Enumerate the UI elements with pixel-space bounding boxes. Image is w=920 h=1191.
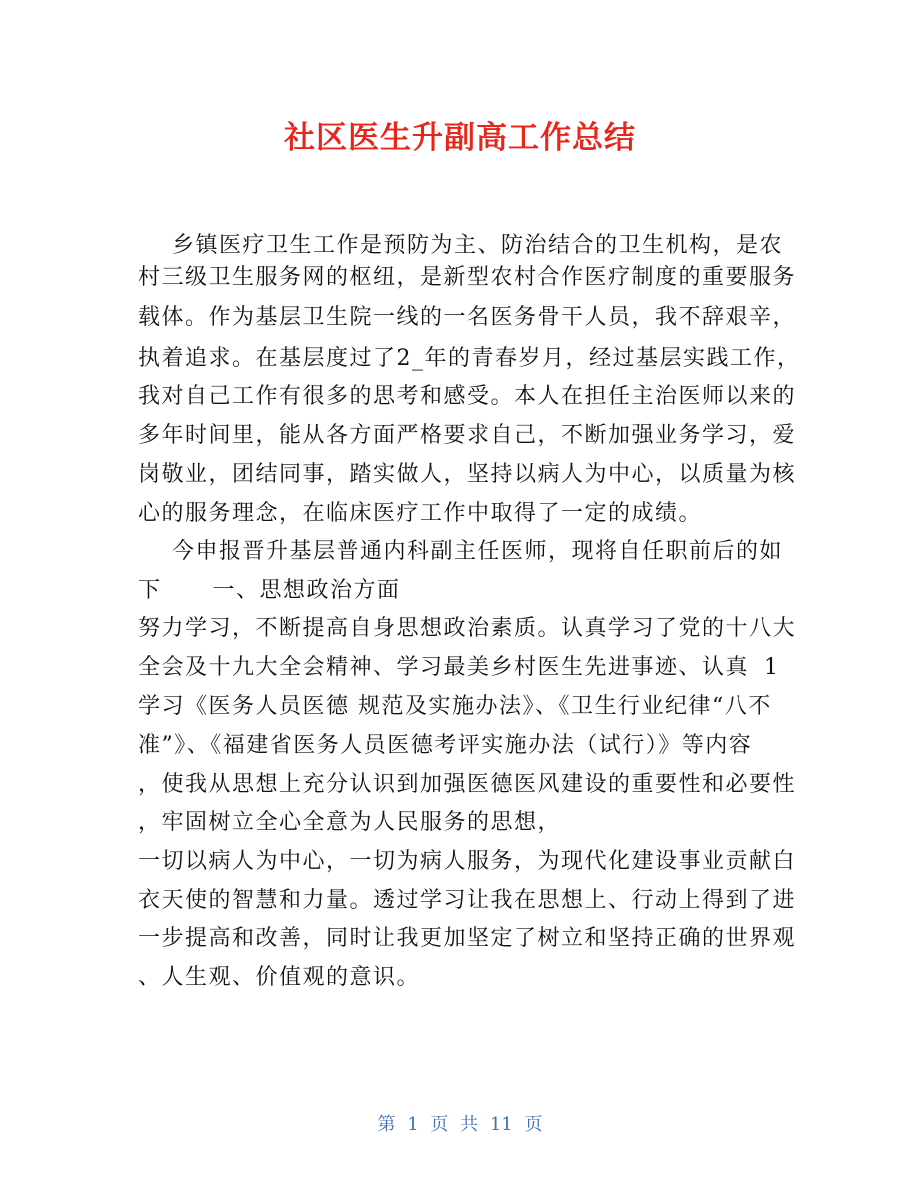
- page-footer: 第 1 页 共 11 页: [377, 1114, 543, 1135]
- text-line: 衣天使的智慧和力量。透过学习让我在思想上、行动上得到了进: [138, 888, 797, 913]
- text-line: 我对自己工作有很多的思考和感受。本人在担任主治医师以来的: [138, 384, 797, 409]
- text-line: 全会及十九大全会精神、学习最美乡村医生先进事迹、认真: [138, 655, 750, 680]
- text-line: 村三级卫生服务网的枢纽，是新型农村合作医疗制度的重要服务: [138, 265, 797, 290]
- document-title: 社区医生升副高工作总结: [284, 120, 636, 156]
- text-line: 下 一、思想政治方面: [138, 578, 401, 603]
- text-line: ，牢固树立全心全意为人民服务的思想，: [138, 810, 562, 835]
- text-line: ，使我从思想上充分认识到加强医德医风建设的重要性和必要性: [138, 772, 797, 797]
- text-line: 、人生观、价值观的意识。: [138, 965, 421, 990]
- text-line: 岗敬业，团结同事，踏实做人，坚持以病人为中心，以质量为核: [138, 462, 797, 487]
- text-line: 执着追求。在基层度过了2_年的青春岁月，经过基层实践工作，: [138, 346, 801, 371]
- text-line: 准”》、《福建省医务人员医德考评实施办法（试行）》等内容: [138, 733, 753, 758]
- text-line: 一步提高和改善，同时让我更加坚定了树立和坚持正确的世界观: [138, 926, 797, 951]
- text-line: 多年时间里，能从各方面严格要求自己，不断加强业务学习，爱: [138, 423, 797, 448]
- text-line: 一切以病人为中心，一切为病人服务，为现代化建设事业贡献白: [138, 849, 797, 874]
- text-line: 乡镇医疗卫生工作是预防为主、防治结合的卫生机构，是农: [138, 233, 783, 258]
- inline-page-marker: 1: [764, 655, 778, 680]
- text-line: 学习《医务人员医德 规范及实施办法》、《卫生行业纪律“八不: [138, 694, 772, 719]
- text-line: 载体。作为基层卫生院一线的一名医务骨干人员，我不辞艰辛，: [138, 305, 797, 330]
- text-line: 努力学习，不断提高自身思想政治素质。认真学习了党的十八大: [138, 616, 797, 641]
- text-line: 今申报晋升基层普通内科副主任医师，现将自任职前后的如: [138, 539, 783, 564]
- text-line: 心的服务理念，在临床医疗工作中取得了一定的成绩。: [138, 501, 703, 526]
